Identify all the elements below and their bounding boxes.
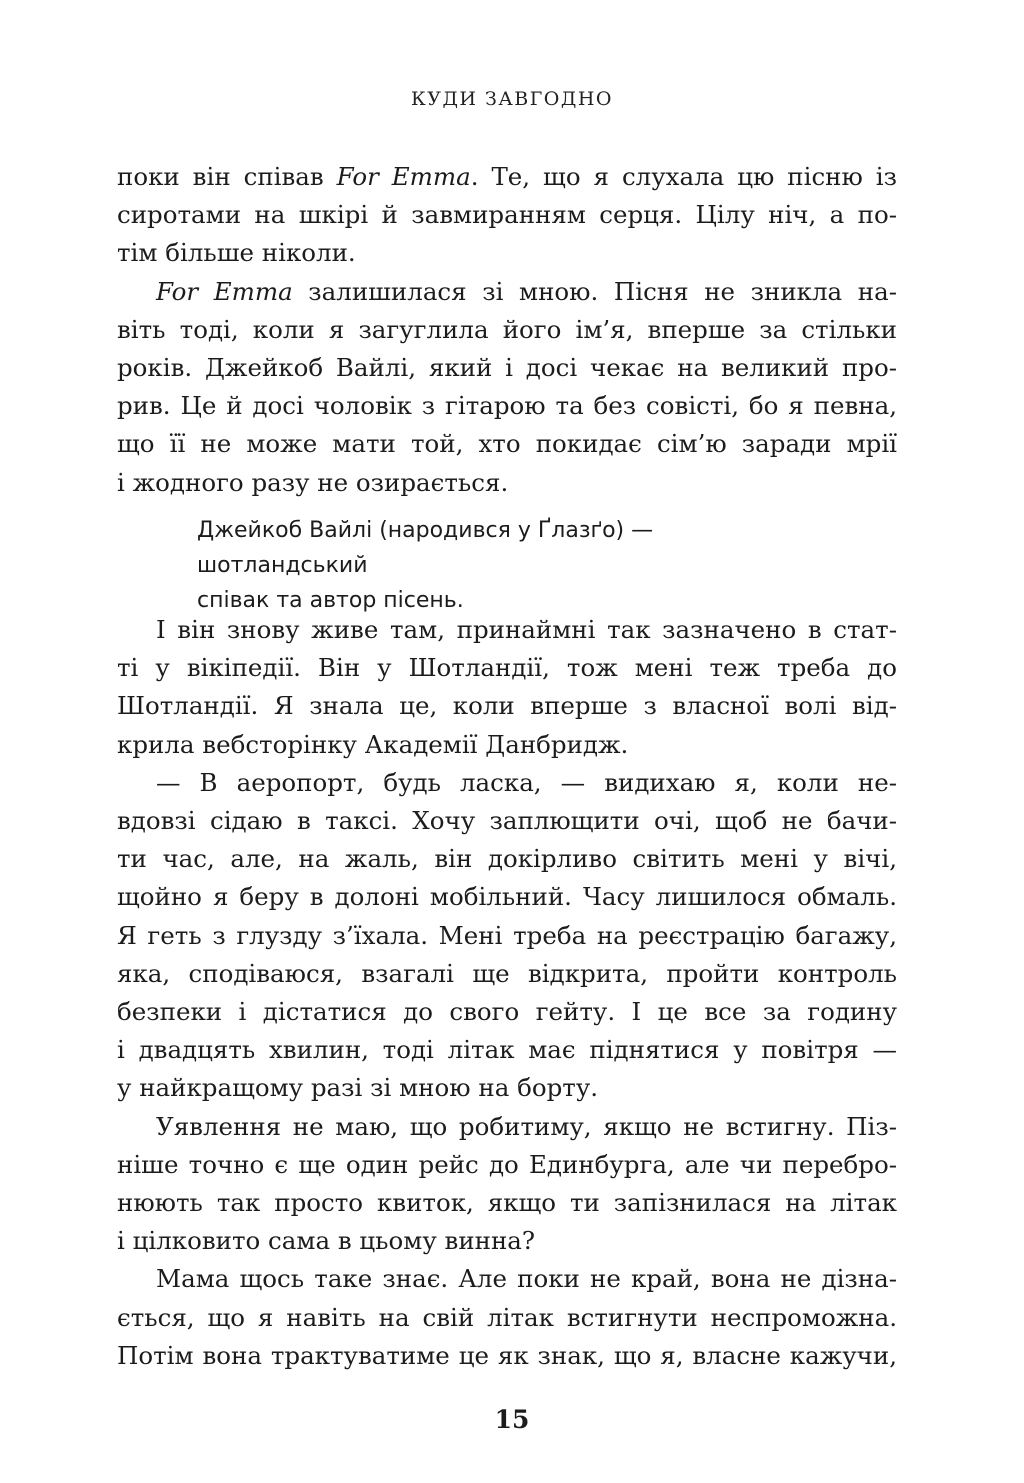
text-line: у найкращому разі зі мною на борту. <box>117 1073 599 1103</box>
text-line: Я геть з глузду з’їхала. Мені треба на реєстрацію багажу, <box>117 920 897 950</box>
text-line: Потім вона трактуватиме це як знак, що я, власне кажучи, <box>117 1340 897 1370</box>
text-line: безпеки і дістатися до свого гейту. І це все за годину <box>117 997 897 1027</box>
text-line: що її не може мати той, хто покидає сім’ю заради мрії <box>117 429 897 459</box>
text-line: нюють так просто квиток, якщо ти запізнилася на літак <box>117 1188 897 1218</box>
running-head: КУДИ ЗАВГОДНО <box>411 88 613 110</box>
text-line: ніше точно є ще один рейс до Единбурга, але чи перебро- <box>117 1149 897 1179</box>
text-line: і двадцять хвилин, тоді літак має піднятися у повітря — <box>117 1035 897 1065</box>
wiki-excerpt-line: співак та автор пісень. <box>197 588 464 613</box>
text-line: рив. Це й досі чоловік з гітарою та без совісті, бо я певна, <box>117 391 897 421</box>
text-line: крила вебсторінку Академії Данбридж. <box>117 729 629 759</box>
text-line: ті у вікіпедії. Він у Шотландії, тож мені теж треба до <box>117 653 897 683</box>
text-line: ти час, але, на жаль, він докірливо світить мені у вічі, <box>117 844 897 874</box>
text-line: For Emma залишилася зі мною. Пісня не зникла на- <box>156 276 897 306</box>
text-line: віть тоді, коли я загуглила його ім’я, вперше за стільки <box>117 314 897 344</box>
text-line: і жодного разу не озирається. <box>117 467 509 497</box>
text-line: років. Джейкоб Вайлі, який і досі чекає на великий про- <box>117 353 897 383</box>
page-number: 15 <box>494 1405 530 1434</box>
text-line: яка, сподіваюся, взагалі ще відкрита, пройти контроль <box>117 958 897 988</box>
song-title: For Emma <box>156 276 293 306</box>
text-line: вдовзі сідаю в таксі. Хочу заплющити очі, щоб не бачи- <box>117 806 897 836</box>
text-line: щойно я беру в долоні мобільний. Часу лишилося обмаль. <box>117 882 897 912</box>
song-title: For Emma <box>336 162 471 191</box>
text-line: Уявлення не маю, що робитиму, якщо не встигну. Піз- <box>156 1111 897 1141</box>
wiki-excerpt <box>197 513 817 618</box>
text-block-1 <box>117 158 897 502</box>
text-line: ється, що я навіть на свій літак встигнути неспроможна. <box>117 1302 897 1332</box>
text-line: — В аеропорт, будь ласка, — видихаю я, коли не- <box>156 767 897 797</box>
text-line: тім більше ніколи. <box>117 238 356 268</box>
text-line: Шотландії. Я знала це, коли вперше з власної волі від- <box>117 691 897 721</box>
text-line: сиротами на шкірі й завмиранням серця. Цілу ніч, а по- <box>117 200 897 230</box>
wiki-excerpt-line: Джейкоб Вайлі (народився у Ґлазґо) — шотландський <box>197 518 654 578</box>
text-line: Мама щось таке знає. Але поки не край, вона не дізна- <box>156 1264 897 1294</box>
text-line: і цілковито сама в цьому винна? <box>117 1226 536 1256</box>
text-line: поки він співав For Emma. Те, що я слухала цю пісню із <box>117 162 897 191</box>
text-block-2 <box>117 611 897 1375</box>
text-line: І він знову живе там, принаймні так зазначено в стат- <box>156 615 897 644</box>
